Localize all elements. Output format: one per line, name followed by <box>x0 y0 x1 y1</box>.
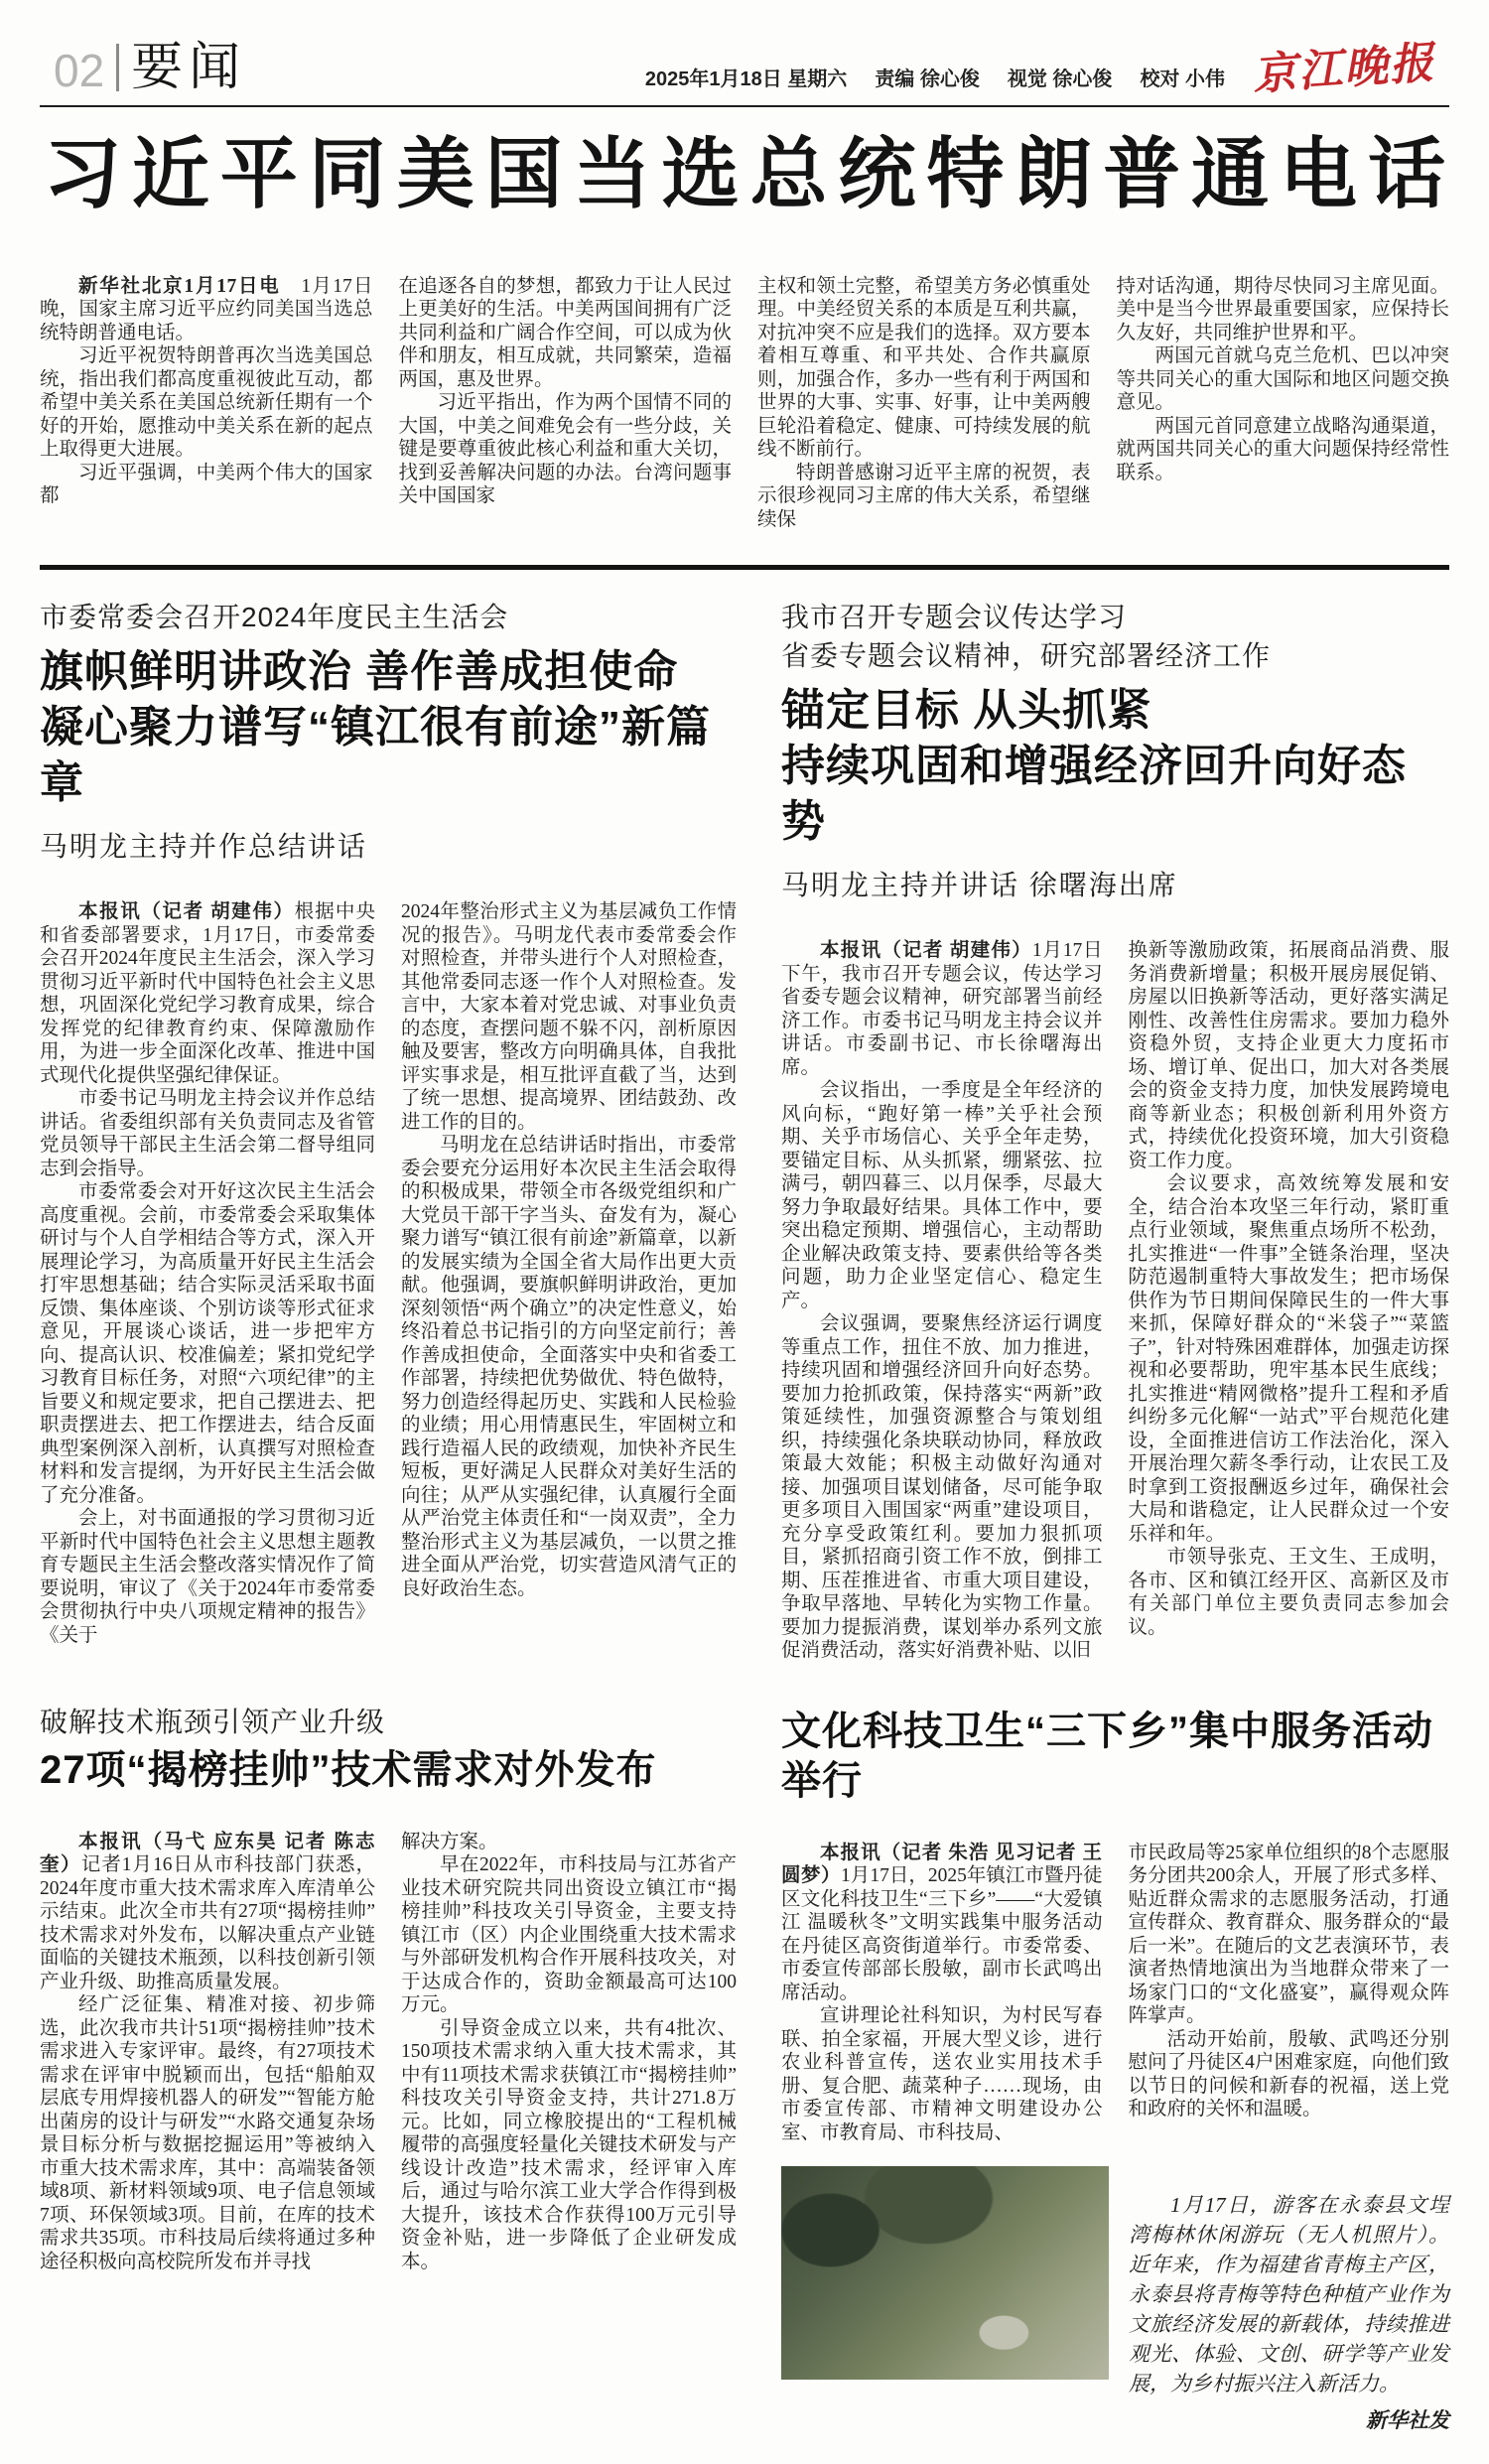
headline-line1: 锚定目标 从头抓紧 <box>781 686 1152 736</box>
headline-line2: 凝心聚力谱写“镇江很有前途”新篇章 <box>40 703 711 808</box>
middle-row <box>40 598 1449 1663</box>
editor-credit: 责编 徐心俊 <box>875 68 980 90</box>
kicker-line1: 我市召开专题会议传达学习 <box>781 602 1128 633</box>
body-column: 持对话沟通，期待尽快同习主席见面。美中是当今世界最重要国家，应保持长久友好，共同维护世界和平。 两国元首就乌克兰危机、巴以冲突等共同关心的重大国际和地区问题交换意见。 两国元首同意建立战略沟通渠道，就两国共同关心的重大问题保持经常性联系。 <box>1116 275 1449 483</box>
body-column: 新华社北京1月17日电 1月17日晚，国家主席习近平应约同美国当选总统特朗普通电话。 习近平祝贺特朗普再次当选美国总统，指出我们都高度重视彼此互动，都希望中美关系在美国总统新任期有一个好的开始，愿推动中美关系在新的起点上取得更大进展。 习近平强调，中美两个伟大的国家都 <box>40 275 373 507</box>
proofreader-credit: 校对 小伟 <box>1140 68 1225 90</box>
article-headline <box>781 683 1449 850</box>
body-column: 2024年整治形式主义为基层减负工作情况的报告》。马明龙代表市委常委会作对照检查，并带头进行个人对照检查，其他常委同志逐一作个人对照检查。发言中，大家本着对党忠诚、对事业负责的态度，查摆问题不躲不闪，剖析原因触及要害，整改方向明确具体，自我批评实事求是，相互批评直截了当，达到了统一思想、提高境界、团结鼓劲、改进工作的目的。 马明龙在总结讲话时指出，市委常委会要充分运用好本次民主生活会取得的积极成果，带领全市各级党组织和广大党员干部干字当头、奋发有为，凝心聚力谱写“镇江很有前途”新篇章，以新的发展实绩为全国全省大局作出更大贡献。他强调，要旗帜鲜明讲政治，更加深刻领悟“两个确立”的决定性意义，始终沿着总书记指引的方向坚定前行；善作善成担使命，全面落实中央和省委工作部署，持续把优势做优、特色做特，努力创造经得起历史、实践和人民检验的业绩；用心用情惠民生，牢固树立和践行造福人民的政绩观，加快补齐民生短板，更好满足人民群众对美好生活的向往；从严从实强纪律，认真履行全面从严治党主体责任和“一岗双责”，全力整治形式主义为基层减负，一以贯之推进全面从严治党，切实营造风清气正的良好政治生态。 <box>401 901 737 1599</box>
photo-caption-text: 1月17日，游客在永泰县文埕湾梅林休闲游玩（无人机照片）。近年来，作为福建省青梅主产区，永泰县将青梅等特色种植产业作为文旅经济发展的新载体，持续推进观光、体验、文创、研学等产业发展，为乡村振兴注入新活力。 <box>1129 2193 1449 2396</box>
article-headline: 文化科技卫生“三下乡”集中服务活动举行 <box>781 1709 1433 1803</box>
page-number: 02 <box>54 45 105 96</box>
body-column: 本报讯（记者 胡建伟）1月17日下午，我市召开专题会议，传达学习省委专题会议精神，研究部署当前经济工作。市委书记马明龙主持会议并讲话。市委副书记、市长徐曙海出席。 会议指出，一季度是全年经济的风向标，“跑好第一棒”关乎社会预期、关乎市场信心、关乎全年走势，要锚定目标、从头抓紧，绷紧弦、拉满弓，朝四暮三、以月保季，尽最大努力争取最好结果。具体工作中，要突出稳定预期、增强信心，主动帮助企业解决政策支持、要素供给等各类问题，助力企业坚定信心、稳定生产。 会议强调，要聚焦经济运行调度等重点工作，扭住不放、加力推进，持续巩固和增强经济回升向好态势。要加力抢抓政策，保持落实“两新”政策延续性，加强资源整合与策划组织，持续强化条块联动协同，释放政策最大效能；积极主动做好沟通对接、加强项目谋划储备，尽可能争取更多项目入围国家“两重”建设项目，充分享受政策红利。要加力狠抓项目，紧抓招商引资工作不放，倒排工期、压茬推进省、市重大项目建设，争取早落地、早转化为实物工作量。要加力提振消费，谋划举办系列文旅促消费活动，落实好消费补贴、以旧 <box>781 940 1103 1662</box>
body-column: 换新等激励政策，拓展商品消费、服务消费新增量；积极开展房展促销、房屋以旧换新等活动，更好落实满足刚性、改善性住房需求。要加力稳外资稳外贸，支持企业更大力度拓市场、增订单、促出口，加大对各类展会的资金支持力度，加快发展跨境电商等新业态；积极创新利用外资方式，持续优化投资环境，加大引资稳资工作力度。 会议要求，高效统筹发展和安全，结合治本攻坚三年行动，紧盯重点行业领域，聚焦重点场所不松劲，扎实推进“一件事”全链条治理，坚决防范遏制重特大事故发生；把市场保供作为节日期间保障民生的一件大事来抓，保障好群众的“米袋子”“菜篮子”，针对特殊困难群体，加强走访探视和必要帮助，兜牢基本民生底线；扎实推进“精网微格”提升工程和矛盾纠纷多元化解“一站式”平台规范化建设，全面推进信访工作法治化，深入开展治理欠薪冬季行动，让农民工及时拿到工资报酬返乡过年，确保社会大局和谐稳定，让人民群众过一个安乐祥和年。 市领导张克、王文生、王成明，各市、区和镇江经开区、高新区及市有关部门单位主要负责同志参加会议。 <box>1128 940 1449 1638</box>
body-column: 在追逐各自的梦想，都致力于让人民过上更美好的生活。中美两国间拥有广泛共同利益和广阔合作空间，可以成为伙伴和朋友，相互成就，共同繁荣，造福两国，惠及世界。 习近平指出，作为两个国情不同的大国，中美之间难免会有一些分歧，关键是要尊重彼此核心利益和重大关切，找到妥善解决问题的办法。台湾问题事关中国国家 <box>398 275 732 507</box>
visual-credit: 视觉 徐心俊 <box>1007 68 1113 90</box>
header-divider <box>116 44 119 91</box>
lead-body <box>40 275 1449 532</box>
headline-line1: 旗帜鲜明讲政治 善作善成担使命 <box>40 647 679 697</box>
body-column: 主权和领土完整，希望美方务必慎重处理。中美经贸关系的本质是互利共赢，对抗冲突不应是我们的选择。双方要本着相互尊重、和平共处、合作共赢原则，加强合作，多办一些有利于两国和世界的大事、实事、好事，让中美两艘巨轮沿着稳定、健康、可持续发展的航线不断前行。 特朗普感谢习近平主席的祝贺，表示很珍视同习主席的伟大关系，希望继续保 <box>757 275 1091 530</box>
section-block <box>54 39 247 96</box>
body-column: 本报讯（马弋 应东昊 记者 陈志奎）记者1月16日从市科技部门获悉，2024年度市重大技术需求库入库清单公示结束。此次全市共有27项“揭榜挂帅”技术需求对外发布，以解决重点产业链面临的关键技术瓶颈，以科技创新引领产业升级、助推高质量发展。 经广泛征集、精准对接、初步筛选，此次我市共计51项“揭榜挂帅”技术需求进入专家评审。最终，有27项技术需求在评审中脱颖而出，包括“船舶双层底专用焊接机器人的研发”“智能方舱出菌房的设计与研发”“水路交通复杂场景目标分析与数据挖掘运用”等被纳入市重大技术需求库，其中：高端装备领域8项、新材料领域9项、电子信息领域7项、环保领域3项。目前，在库的技术需求共35项。市科技局后续将通过多种途径积极向高校院所发布并寻找 <box>40 1831 375 2272</box>
article-economy-meeting <box>781 598 1449 1663</box>
body-column: 本报讯（记者 胡建伟）根据中央和省委部署要求，1月17日，市委常委会召开2024年度民主生活会，深入学习贯彻习近平新时代中国特色社会主义思想，巩固深化党纪学习教育成果，综合发挥党的纪律教育约束、保障激励作用，为进一步全面深化改革、推进中国式现代化提供坚强纪律保证。 市委书记马明龙主持会议并作总结讲话。省委组织部有关负责同志及省管党员领导干部民主生活会第二督导组同志到会指导。 市委常委会对开好这次民主生活会高度重视。会前，市委常委会采取集体研讨与个人自学相结合等方式，深入开展理论学习，为高质量开好民主生活会打牢思想基础；结合实际灵活采取书面反馈、集体座谈、个别访谈等形式征求意见，开展谈心谈话，进一步把牢方向、提高认识、校准偏差；紧扣党纪学习教育目标任务，对照“六项纪律”的主旨要义和规定要求，把自己摆进去、把职责摆进去、把工作摆进去，结合反面典型案例深入剖析，认真撰写对照检查材料和发言提纲，为开好民主生活会做了充分准备。 会上，对书面通报的学习贯彻习近平新时代中国特色社会主义思想主题教育专题民主生活会整改落实情况作了简要说明，审议了《关于2024年市委常委会贯彻执行中央八项规定精神的报告》《关于 <box>40 901 375 1646</box>
kicker <box>781 598 1449 675</box>
kicker: 破解技术瓶颈引领产业升级 <box>40 1706 386 1737</box>
article-lead <box>40 130 1449 531</box>
news-photo <box>781 2166 1109 2380</box>
article-body <box>781 939 1449 1663</box>
page-header <box>40 37 1449 101</box>
subheadline: 马明龙主持并讲话 徐曙海出席 <box>781 870 1178 901</box>
subheadline: 马明龙主持并作总结讲话 <box>40 831 368 863</box>
masthead-logo: 京江晚报 <box>1251 37 1437 101</box>
article-body <box>40 900 737 1647</box>
lead-headline: 习近平同美国当选总统特朗普通电话 <box>44 130 1445 217</box>
article-body <box>781 1842 1449 2145</box>
kicker: 市委常委会召开2024年度民主生活会 <box>40 602 509 633</box>
photo-block <box>781 2166 1449 2434</box>
article-sanxiaxiang <box>781 1703 1449 2435</box>
body-column: 本报讯（记者 朱浩 见习记者 王圆梦）1月17日，2025年镇江市暨丹徒区文化科技卫生“三下乡”——“大爱镇江 温暖秋冬”文明实践集中服务活动在丹徒区高资街道举行。市委常委、市委宣传部部长殷敏，副市长武鸣出席活动。 宣讲理论社科知识，为村民写春联、拍全家福，开展大型义诊，进行农业科普宣传，送农业实用技术手册、复合肥、蔬菜种子……现场，由市委宣传部、市精神文明建设办公室、市教育局、市科技局、 <box>781 1842 1103 2143</box>
section-rule <box>40 565 1449 570</box>
article-democratic-life-meeting <box>40 598 737 1647</box>
header-rule <box>40 105 1449 107</box>
article-headline <box>40 644 737 811</box>
article-tech-demands <box>40 1703 737 2274</box>
kicker-line2: 省委专题会议精神，研究部署经济工作 <box>781 640 1272 672</box>
photo-credit: 新华社发 <box>1366 2408 1449 2433</box>
bottom-row <box>40 1703 1449 2435</box>
section-title: 要闻 <box>131 39 247 96</box>
body-column: 解决方案。 早在2022年，市科技局与江苏省产业技术研究院共同出资设立镇江市“揭榜挂帅”科技攻关引导资金，主要支持镇江市（区）内企业围绕重大技术需求与外部研发机构合作开展科技攻关，对于达成合作的，资助金额最高可达100万元。 引导资金成立以来，共有4批次、150项技术需求纳入重大技术需求，其中有11项技术需求获镇江市“揭榜挂帅”科技攻关引导资金支持，共计271.8万元。比如，同立橡胶提出的“工程机械履带的高强度轻量化关键技术研发与产线设计改造”技术需求，经评审入库后，通过与哈尔滨工业大学合作得到极大提升，该技术合作获得100万元引导资金补贴，进一步降低了企业研发成本。 <box>401 1831 737 2272</box>
body-column: 市民政局等25家单位组织的8个志愿服务分团共200余人，开展了形式多样、贴近群众需求的志愿服务活动，打通宣传群众、教育群众、服务群众的“最后一米”。在随后的文艺表演环节，表演者热情地演出为当地群众带来了一场家门口的“文化盛宴”，赢得观众阵阵掌声。 活动开始前，殷敏、武鸣还分别慰问了丹徒区4户困难家庭，向他们致以节日的问候和新春的祝福，送上党和政府的关怀和温暖。 <box>1128 1842 1449 2121</box>
photo-caption <box>1129 2166 1449 2434</box>
date-line: 2025年1月18日 星期六 <box>644 68 848 90</box>
article-headline: 27项“揭榜挂帅”技术需求对外发布 <box>40 1747 657 1792</box>
header-meta <box>644 37 1437 101</box>
article-body <box>40 1831 737 2274</box>
headline-line2: 持续巩固和增强经济回升向好态势 <box>781 742 1407 847</box>
